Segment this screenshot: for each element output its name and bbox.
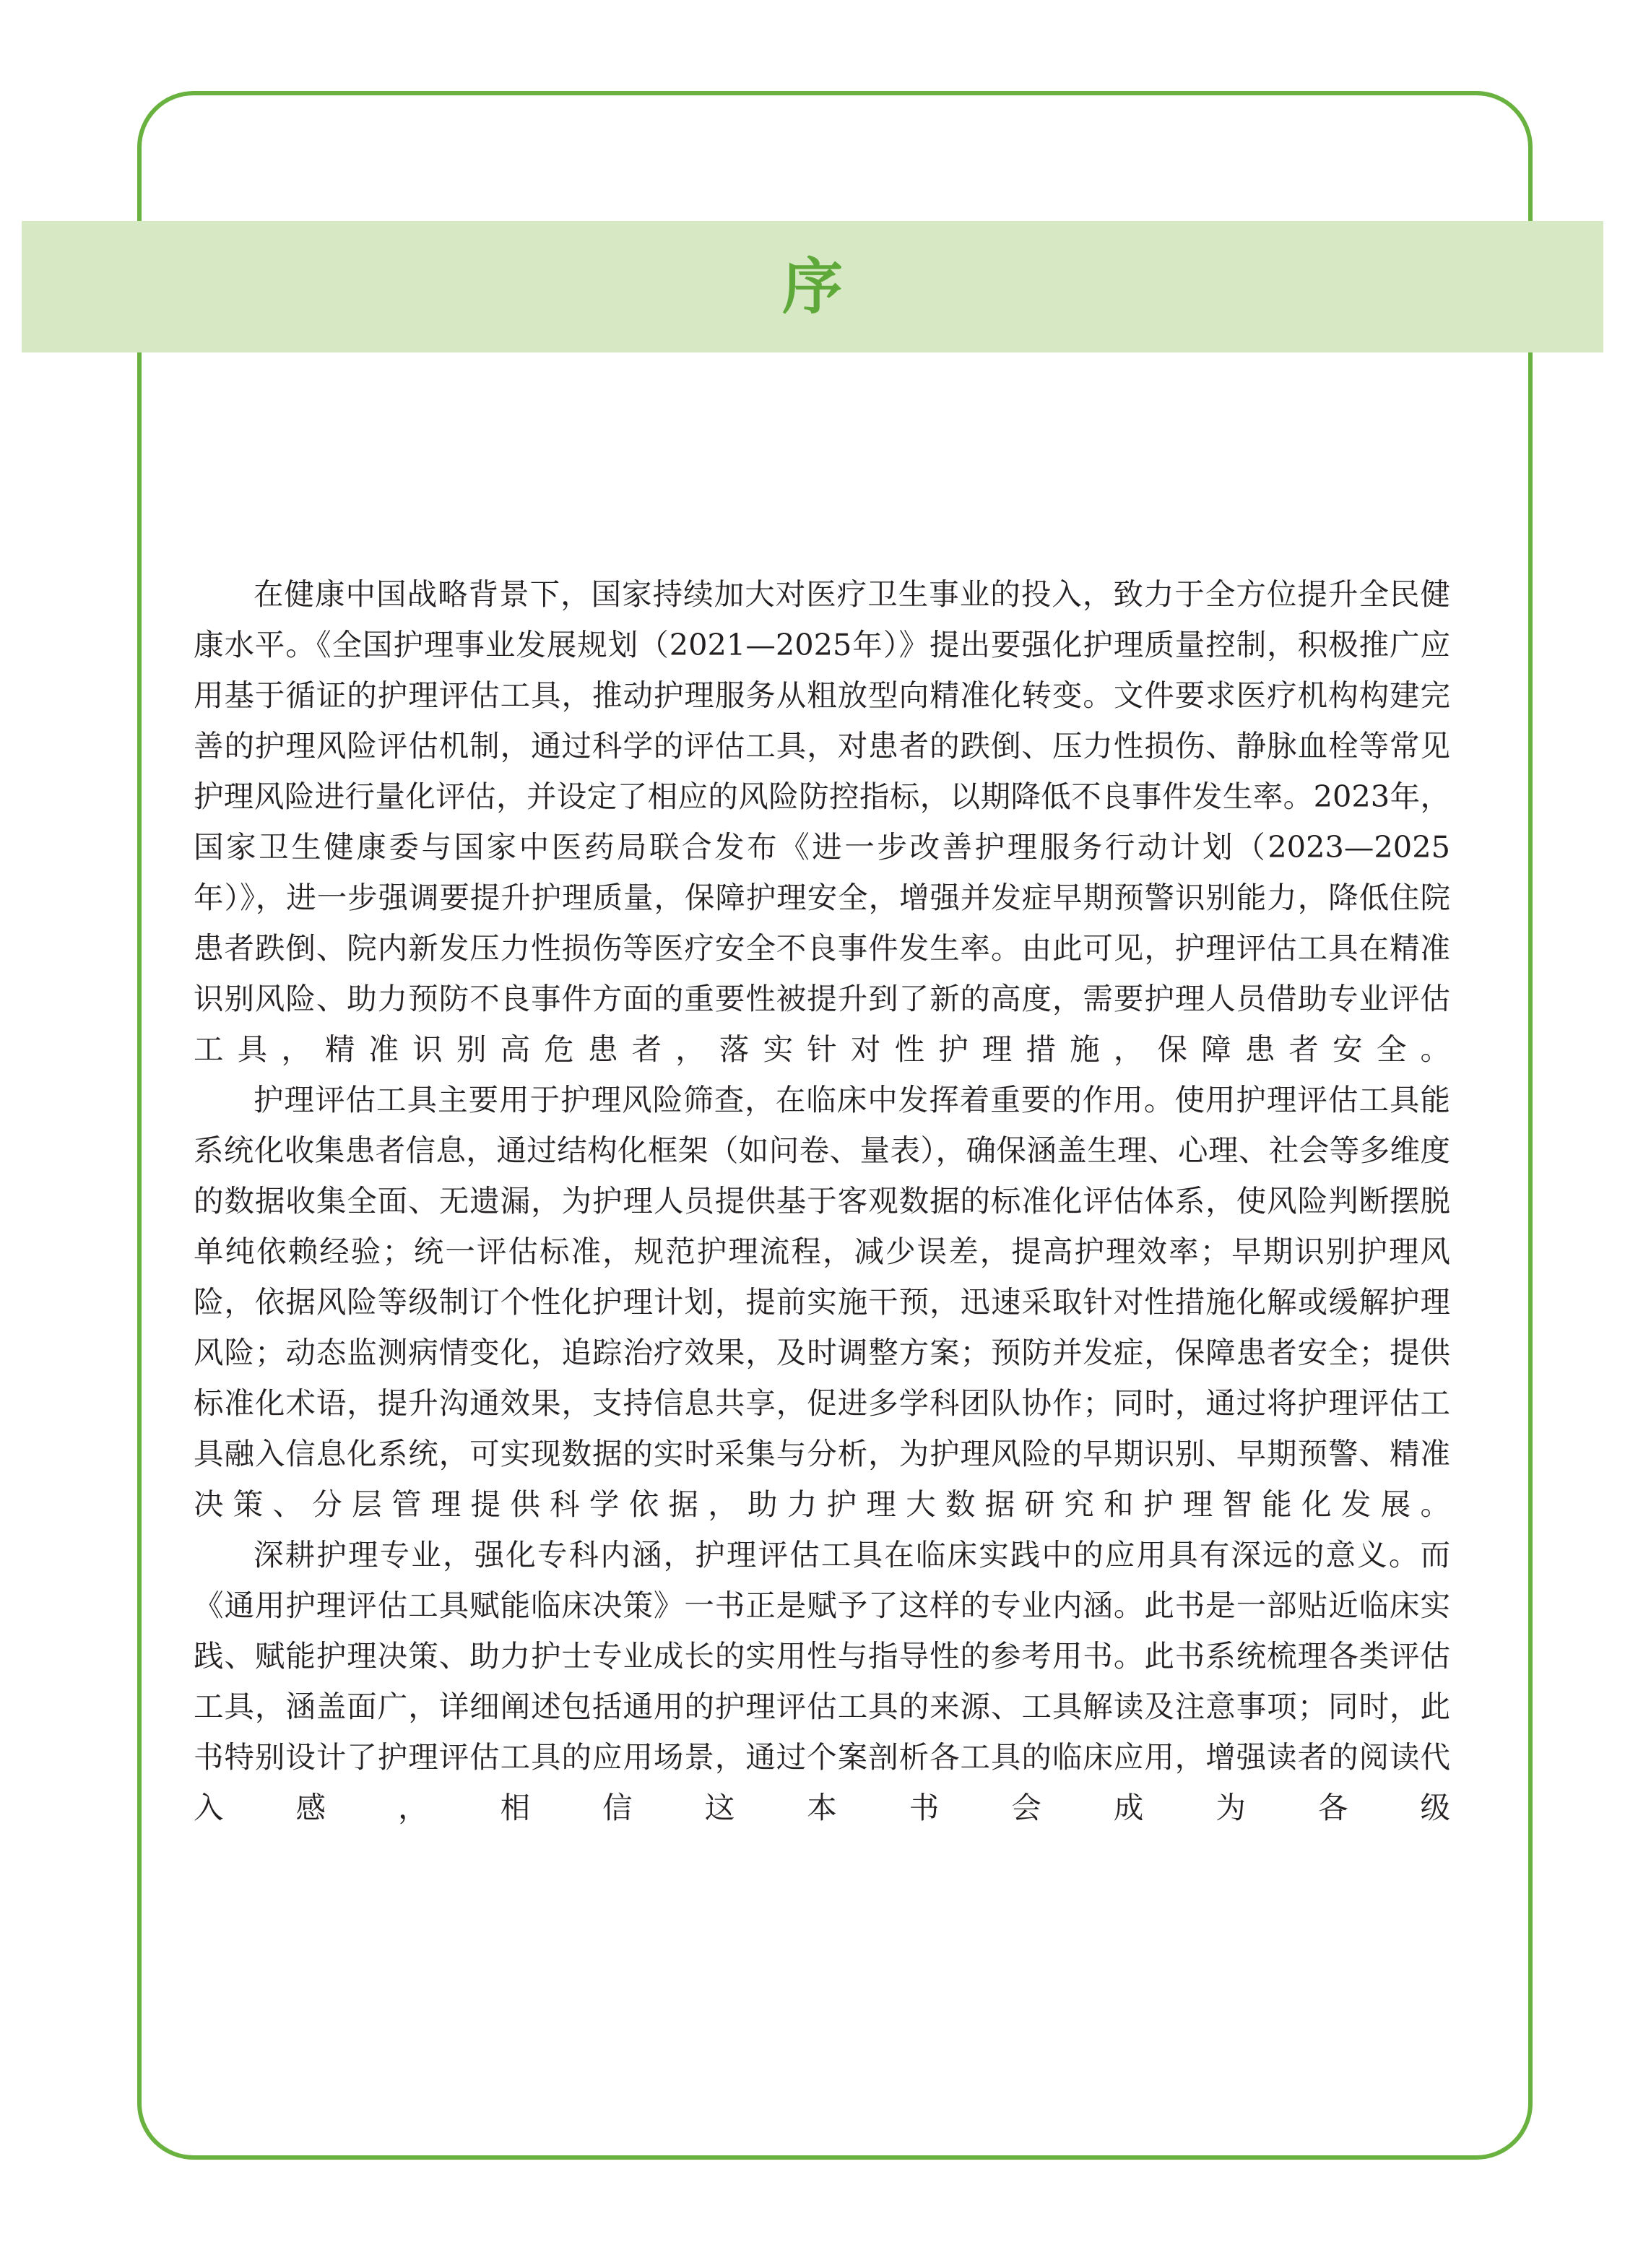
- paragraph-2: 护理评估工具主要用于护理风险筛查，在临床中发挥着重要的作用。使用护理评估工具能系统化收集患者信息，通过结构化框架（如问卷、量表），确保涵盖生理、心理、社会等多维度的数据收集全面、无遗漏，为护理人员提供基于客观数据的标准化评估体系，使风险判断摆脱单纯依赖经验；统一评估标准，规范护理流程，减少误差，提高护理效率；早期识别护理风险，依据风险等级制订个性化护理计划，提前实施干预，迅速采取针对性措施化解或缓解护理风险；动态监测病情变化，追踪治疗效果，及时调整方案；预防并发症，保障患者安全；提供标准化术语，提升沟通效果，支持信息共享，促进多学科团队协作；同时，通过将护理评估工具融入信息化系统，可实现数据的实时采集与分析，为护理风险的早期识别、早期预警、精准决策、分层管理提供科学依据，助力护理大数据研究和护理智能化发展。: [194, 1082, 1450, 1522]
- paragraph-1: 在健康中国战略背景下，国家持续加大对医疗卫生事业的投入，致力于全方位提升全民健康水平。《全国护理事业发展规划（2021—2025年）》提出要强化护理质量控制，积极推广应用基于循证的护理评估工具，推动护理服务从粗放型向精准化转变。文件要求医疗机构构建完善的护理风险评估机制，通过科学的评估工具，对患者的跌倒、压力性损伤、静脉血栓等常见护理风险进行量化评估，并设定了相应的风险防控指标，以期降低不良事件发生率。2023年，国家卫生健康委与国家中医药局联合发布《进一步改善护理服务行动计划（2023—2025年）》，进一步强调要提升护理质量，保障护理安全，增强并发症早期预警识别能力，降低住院患者跌倒、院内新发压力性损伤等医疗安全不良事件发生率。由此可见，护理评估工具在精准识别风险、助力预防不良事件方面的重要性被提升到了新的高度，需要护理人员借助专业评估工具，精准识别高危患者，落实针对性护理措施，保障患者安全。: [194, 576, 1450, 1067]
- title-band: [22, 221, 1603, 352]
- paragraph-3: 深耕护理专业，强化专科内涵，护理评估工具在临床实践中的应用具有深远的意义。而《通用护理评估工具赋能临床决策》一书正是赋予了这样的专业内涵。此书是一部贴近临床实践、赋能护理决策、助力护士专业成长的实用性与指导性的参考用书。此书系统梳理各类评估工具，涵盖面广，详细阐述包括通用的护理评估工具的来源、工具解读及注意事项；同时，此书特别设计了护理评估工具的应用场景，通过个案剖析各工具的临床应用，增强读者的阅读代入感，相信这本书会成为各级: [194, 1537, 1450, 1825]
- body-text: [194, 569, 1450, 1833]
- page-title: 序: [781, 251, 843, 322]
